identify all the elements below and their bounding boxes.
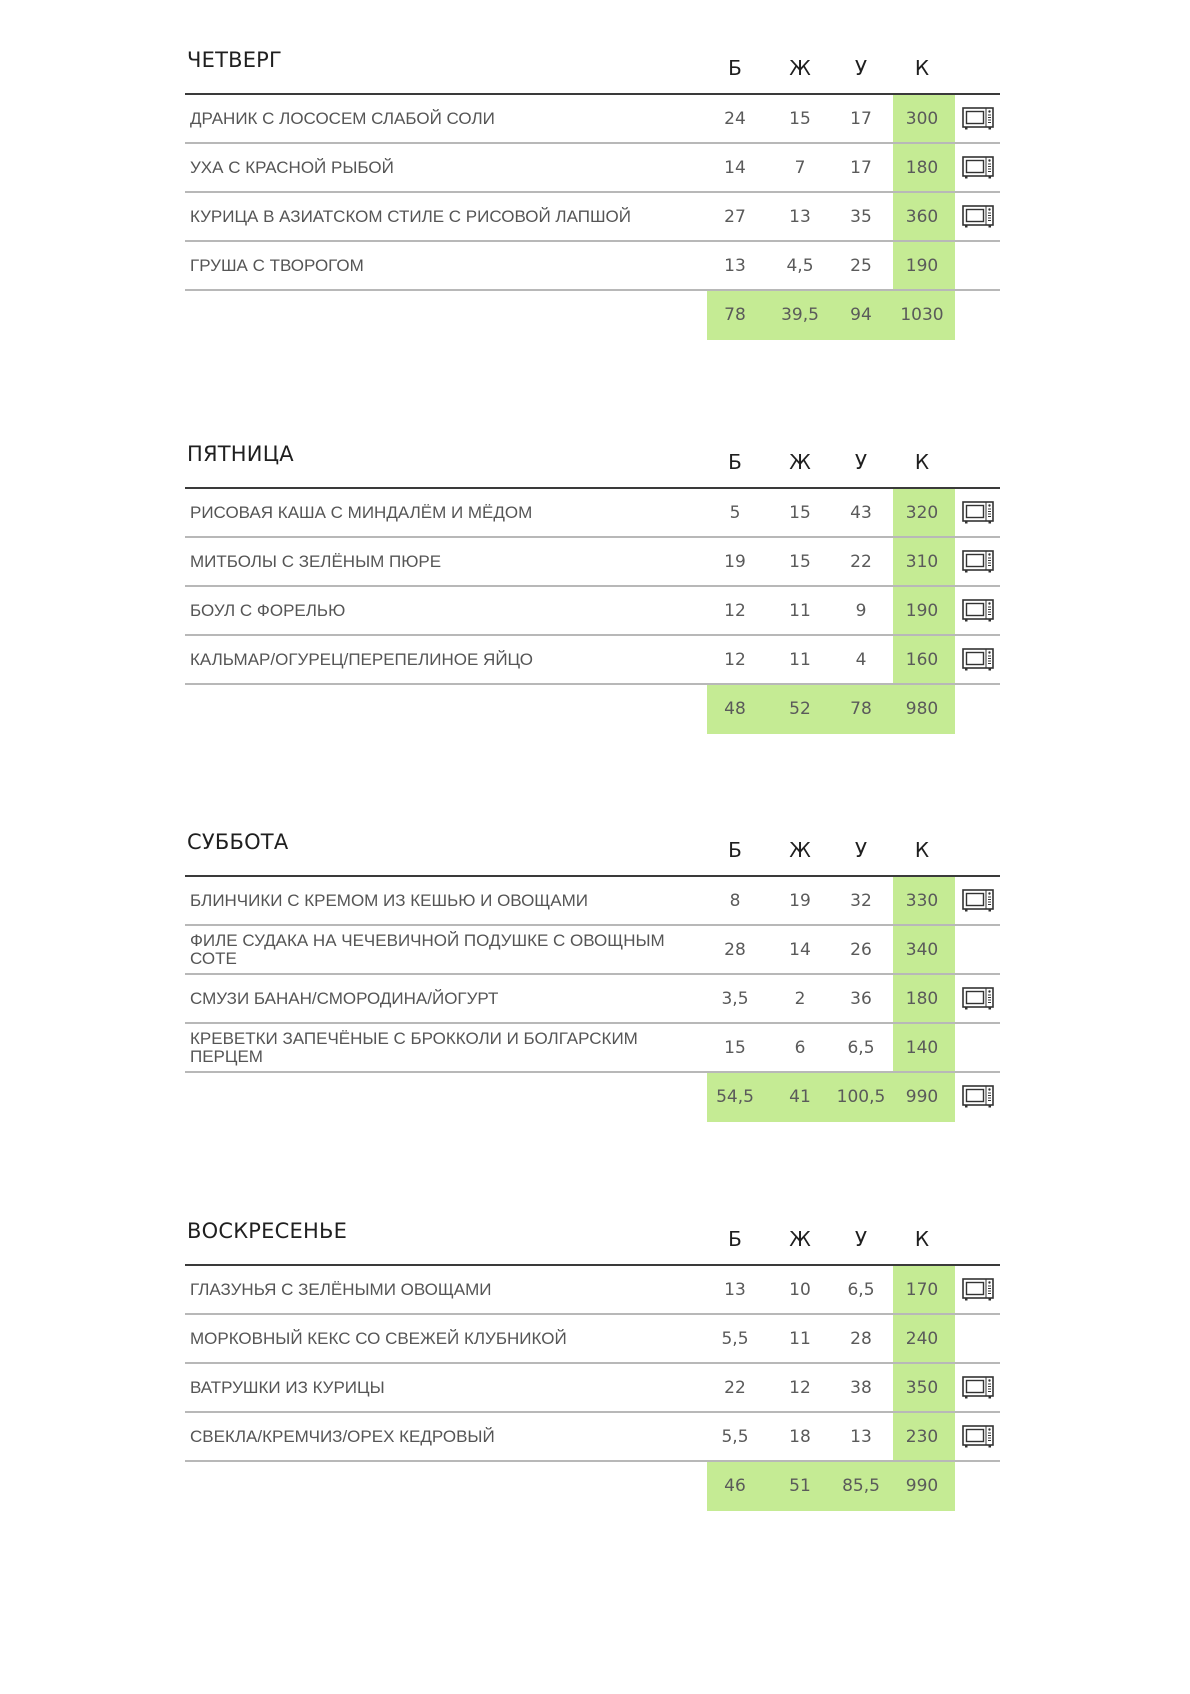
menu-row (185, 1024, 1000, 1073)
calories-value: 160 (905, 650, 939, 670)
carbs-value: 9 (855, 601, 867, 621)
totals-row (185, 1462, 1000, 1511)
column-header: К (914, 838, 930, 862)
menu-row (185, 1315, 1000, 1364)
column-header: У (854, 56, 868, 80)
carbs-value: 28 (850, 1329, 872, 1349)
dish-name: КУРИЦА В АЗИАТСКОМ СТИЛЕ С РИСОВОЙ ЛАПШОЙ (190, 206, 631, 226)
column-header: Ж (789, 838, 811, 862)
column-header: У (854, 838, 868, 862)
fat-value: 15 (789, 503, 811, 523)
column-header: Б (728, 838, 742, 862)
menu-row (185, 242, 1000, 291)
protein-value: 8 (729, 891, 741, 911)
menu-row (185, 636, 1000, 685)
total-protein: 46 (724, 1476, 746, 1496)
menu-row (185, 926, 1000, 975)
microwave-icon (962, 501, 994, 525)
microwave-icon (962, 1085, 994, 1109)
dish-name: ВАТРУШКИ ИЗ КУРИЦЫ (190, 1377, 385, 1397)
menu-row (185, 538, 1000, 587)
microwave-icon (962, 205, 994, 229)
column-header: Ж (789, 56, 811, 80)
fat-value: 10 (789, 1280, 811, 1300)
dish-name: СВЕКЛА/КРЕМЧИЗ/ОРЕХ КЕДРОВЫЙ (190, 1426, 495, 1446)
fat-value: 13 (789, 207, 811, 227)
fat-value: 6 (794, 1038, 806, 1058)
protein-value: 3,5 (721, 989, 749, 1009)
calories-value: 310 (905, 552, 939, 572)
dish-name: БЛИНЧИКИ С КРЕМОМ ИЗ КЕШЬЮ И ОВОЩАМИ (190, 890, 588, 910)
protein-value: 5,5 (721, 1427, 749, 1447)
protein-value: 13 (724, 1280, 746, 1300)
carbs-value: 35 (850, 207, 872, 227)
column-header: У (854, 1227, 868, 1251)
fat-value: 15 (789, 552, 811, 572)
total-protein: 78 (724, 305, 746, 325)
carbs-value: 25 (850, 256, 872, 276)
column-header: Б (728, 450, 742, 474)
dish-name: КРЕВЕТКИ ЗАПЕЧЁНЫЕ С БРОККОЛИ И БОЛГАРСКИМ ПЕРЦЕМ (190, 1028, 638, 1066)
day-title: ВОСКРЕСЕНЬЕ (187, 1219, 348, 1243)
column-header: Б (728, 1227, 742, 1251)
calories-value: 190 (905, 256, 939, 276)
protein-value: 13 (724, 256, 746, 276)
menu-row (185, 1364, 1000, 1413)
total-protein: 48 (724, 699, 746, 719)
microwave-icon (962, 1278, 994, 1302)
total-carbs: 100,5 (836, 1087, 886, 1107)
microwave-icon (962, 889, 994, 913)
calories-value: 340 (905, 940, 939, 960)
carbs-value: 17 (850, 158, 872, 178)
menu-table (185, 1266, 1000, 1511)
day-title: СУББОТА (187, 830, 289, 854)
total-fat: 51 (789, 1476, 811, 1496)
menu-row (185, 144, 1000, 193)
microwave-icon (962, 648, 994, 672)
menu-row (185, 975, 1000, 1024)
total-protein: 54,5 (716, 1087, 754, 1107)
microwave-icon (962, 550, 994, 574)
calories-value: 320 (905, 503, 939, 523)
calories-value: 350 (905, 1378, 939, 1398)
column-header: К (914, 450, 930, 474)
fat-value: 11 (789, 650, 811, 670)
menu-row (185, 1413, 1000, 1462)
carbs-value: 4 (855, 650, 867, 670)
fat-value: 19 (789, 891, 811, 911)
total-carbs: 94 (850, 305, 872, 325)
column-header: Б (728, 56, 742, 80)
calories-value: 300 (905, 109, 939, 129)
totals-row (185, 291, 1000, 340)
fat-value: 7 (794, 158, 806, 178)
totals-row (185, 1073, 1000, 1122)
menu-row (185, 587, 1000, 636)
protein-value: 24 (724, 109, 746, 129)
microwave-icon (962, 156, 994, 180)
column-header: Ж (789, 1227, 811, 1251)
dish-name: ГРУША С ТВОРОГОМ (190, 255, 364, 275)
protein-value: 12 (724, 650, 746, 670)
calories-value: 140 (905, 1038, 939, 1058)
fat-value: 11 (789, 1329, 811, 1349)
column-header: К (914, 56, 930, 80)
carbs-value: 22 (850, 552, 872, 572)
carbs-value: 43 (850, 503, 872, 523)
dish-name: СМУЗИ БАНАН/СМОРОДИНА/ЙОГУРТ (190, 988, 499, 1008)
total-carbs: 85,5 (842, 1476, 880, 1496)
dish-name: БОУЛ С ФОРЕЛЬЮ (190, 600, 346, 620)
menu-row (185, 193, 1000, 242)
total-fat: 41 (789, 1087, 811, 1107)
calories-value: 170 (905, 1280, 939, 1300)
total-calories: 1030 (900, 305, 944, 325)
microwave-icon (962, 1376, 994, 1400)
calories-value: 190 (905, 601, 939, 621)
dish-name: МОРКОВНЫЙ КЕКС СО СВЕЖЕЙ КЛУБНИКОЙ (190, 1328, 567, 1348)
dish-name: ФИЛЕ СУДАКА НА ЧЕЧЕВИЧНОЙ ПОДУШКЕ С ОВОЩНЫМ СОТЕ (190, 930, 665, 968)
menu-row (185, 877, 1000, 926)
dish-name: МИТБОЛЫ С ЗЕЛЁНЫМ ПЮРЕ (190, 551, 442, 571)
protein-value: 27 (724, 207, 746, 227)
carbs-value: 6,5 (847, 1038, 875, 1058)
calories-value: 360 (905, 207, 939, 227)
menu-row (185, 1266, 1000, 1315)
dish-name: ДРАНИК С ЛОСОСЕМ СЛАБОЙ СОЛИ (190, 108, 495, 128)
carbs-value: 38 (850, 1378, 872, 1398)
fat-value: 4,5 (786, 256, 814, 276)
microwave-icon (962, 1425, 994, 1449)
fat-value: 12 (789, 1378, 811, 1398)
carbs-value: 6,5 (847, 1280, 875, 1300)
microwave-icon (962, 107, 994, 131)
fat-value: 15 (789, 109, 811, 129)
protein-value: 19 (724, 552, 746, 572)
menu-row (185, 489, 1000, 538)
fat-value: 11 (789, 601, 811, 621)
day-title: ПЯТНИЦА (187, 442, 294, 466)
column-header: Ж (789, 450, 811, 474)
total-calories: 990 (905, 1087, 939, 1107)
total-fat: 52 (789, 699, 811, 719)
microwave-icon (962, 599, 994, 623)
carbs-value: 32 (850, 891, 872, 911)
calories-value: 230 (905, 1427, 939, 1447)
protein-value: 14 (724, 158, 746, 178)
total-calories: 980 (905, 699, 939, 719)
protein-value: 28 (724, 940, 746, 960)
menu-table (185, 489, 1000, 734)
fat-value: 18 (789, 1427, 811, 1447)
menu-table (185, 95, 1000, 340)
total-carbs: 78 (850, 699, 872, 719)
total-calories: 990 (905, 1476, 939, 1496)
carbs-value: 36 (850, 989, 872, 1009)
carbs-value: 13 (850, 1427, 872, 1447)
column-header: К (914, 1227, 930, 1251)
protein-value: 15 (724, 1038, 746, 1058)
totals-row (185, 685, 1000, 734)
protein-value: 5 (729, 503, 741, 523)
day-title: ЧЕТВЕРГ (187, 48, 283, 72)
menu-row (185, 95, 1000, 144)
calories-value: 180 (905, 158, 939, 178)
microwave-icon (962, 987, 994, 1011)
carbs-value: 17 (850, 109, 872, 129)
column-header: У (854, 450, 868, 474)
fat-value: 2 (794, 989, 806, 1009)
menu-table (185, 877, 1000, 1122)
calories-value: 330 (905, 891, 939, 911)
fat-value: 14 (789, 940, 811, 960)
protein-value: 5,5 (721, 1329, 749, 1349)
dish-name: УХА С КРАСНОЙ РЫБОЙ (190, 157, 394, 177)
dish-name: РИСОВАЯ КАША С МИНДАЛЁМ И МЁДОМ (190, 502, 533, 522)
dish-name: КАЛЬМАР/ОГУРЕЦ/ПЕРЕПЕЛИНОЕ ЯЙЦО (190, 649, 533, 669)
carbs-value: 26 (850, 940, 872, 960)
total-fat: 39,5 (781, 305, 819, 325)
calories-value: 180 (905, 989, 939, 1009)
protein-value: 22 (724, 1378, 746, 1398)
protein-value: 12 (724, 601, 746, 621)
dish-name: ГЛАЗУНЬЯ С ЗЕЛЁНЫМИ ОВОЩАМИ (190, 1279, 492, 1299)
calories-value: 240 (905, 1329, 939, 1349)
